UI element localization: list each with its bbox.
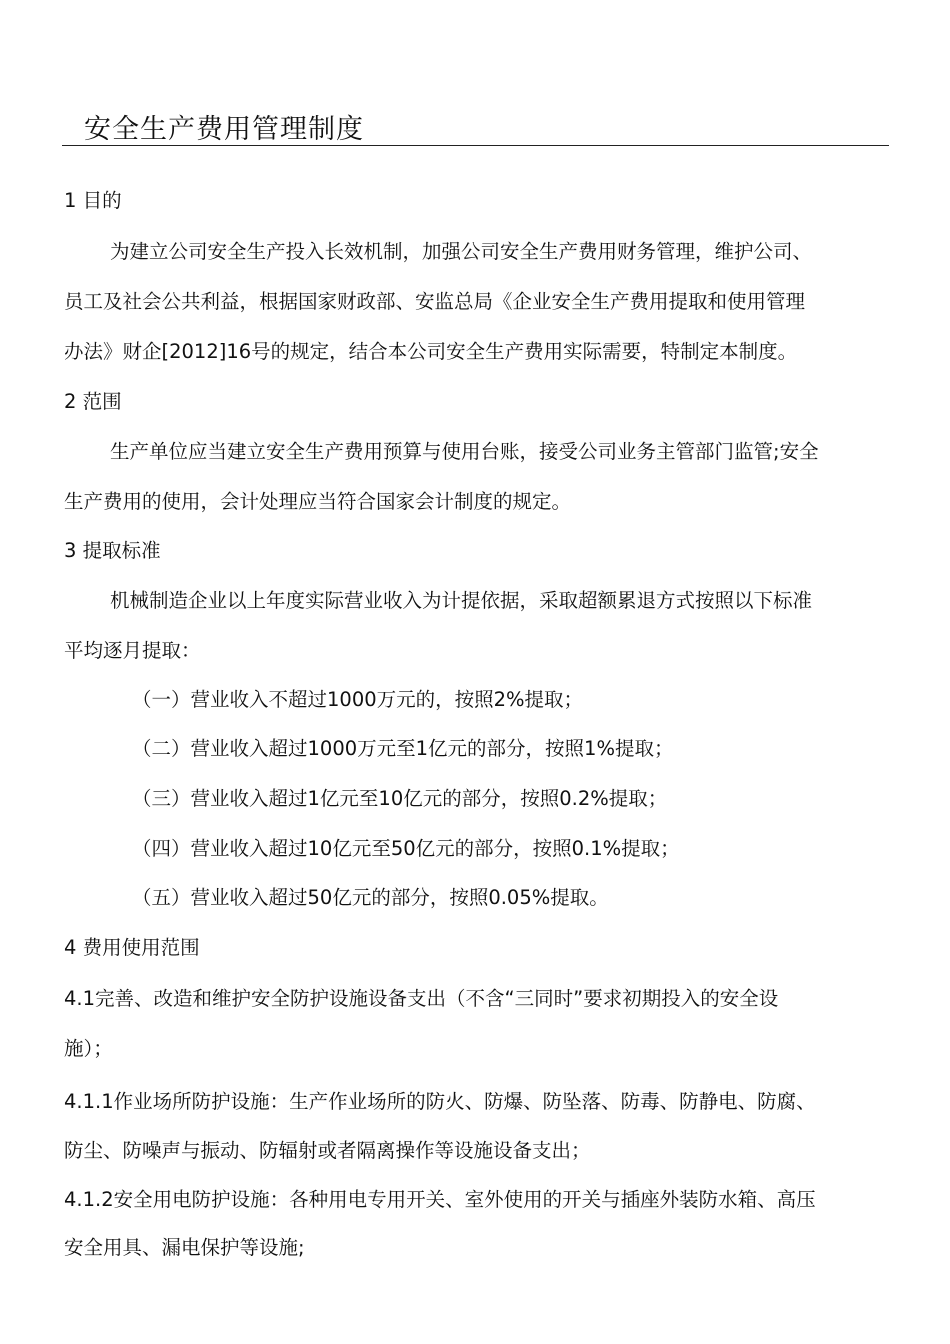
paragraph-line: 安全用具、漏电保护等设施; (64, 1236, 305, 1259)
paragraph-line: 4.1.1作业场所防护设施：生产作业场所的防火、防爆、防坠落、防毒、防静电、防腐、 (64, 1090, 816, 1113)
title-underline (62, 145, 889, 146)
paragraph-line: 平均逐月提取： (64, 639, 201, 662)
paragraph-line: 4.1.2安全用电防护设施：各种用电专用开关、室外使用的开关与插座外装防水箱、高压 (64, 1188, 816, 1211)
paragraph-line: 施）； (64, 1037, 113, 1060)
paragraph-line: 为建立公司安全生产投入长效机制，加强公司安全生产费用财务管理，维护公司、 (110, 240, 813, 263)
paragraph-line: 机械制造企业以上年度实际营业收入为计提依据，采取超额累退方式按照以下标准 (110, 589, 813, 612)
list-item: （三）营业收入超过1亿元至10亿元的部分，按照0.2%提取； (132, 787, 668, 810)
list-item: （一）营业收入不超过1000万元的，按照2%提取； (132, 688, 584, 711)
paragraph-line: 员工及社会公共利益，根据国家财政部、安监总局《企业安全生产费用提取和使用管理 (64, 290, 806, 313)
list-item: （四）营业收入超过10亿元至50亿元的部分，按照0.1%提取； (132, 837, 680, 860)
paragraph-line: 生产费用的使用，会计处理应当符合国家会计制度的规定。 (64, 490, 572, 513)
paragraph-line: 4.1完善、改造和维护安全防护设施设备支出（不含“三同时”要求初期投入的安全设 (64, 987, 779, 1010)
paragraph-line: 防尘、防噪声与振动、防辐射或者隔离操作等设施设备支出； (64, 1139, 591, 1162)
list-item: （二）营业收入超过1000万元至1亿元的部分，按照1%提取； (132, 737, 674, 760)
paragraph-line: 办法》财企[2012]16号的规定，结合本公司安全生产费用实际需要，特制定本制度。 (64, 340, 798, 363)
section-heading-purpose: 1 目的 (64, 189, 122, 212)
section-heading-usage: 4 费用使用范围 (64, 936, 200, 959)
paragraph-line: 生产单位应当建立安全生产费用预算与使用台账，接受公司业务主管部门监管;安全 (110, 440, 819, 463)
list-item: （五）营业收入超过50亿元的部分，按照0.05%提取。 (132, 886, 609, 909)
section-heading-scope: 2 范围 (64, 390, 122, 413)
section-heading-standard: 3 提取标准 (64, 539, 161, 562)
document-title: 安全生产费用管理制度 (84, 114, 364, 145)
